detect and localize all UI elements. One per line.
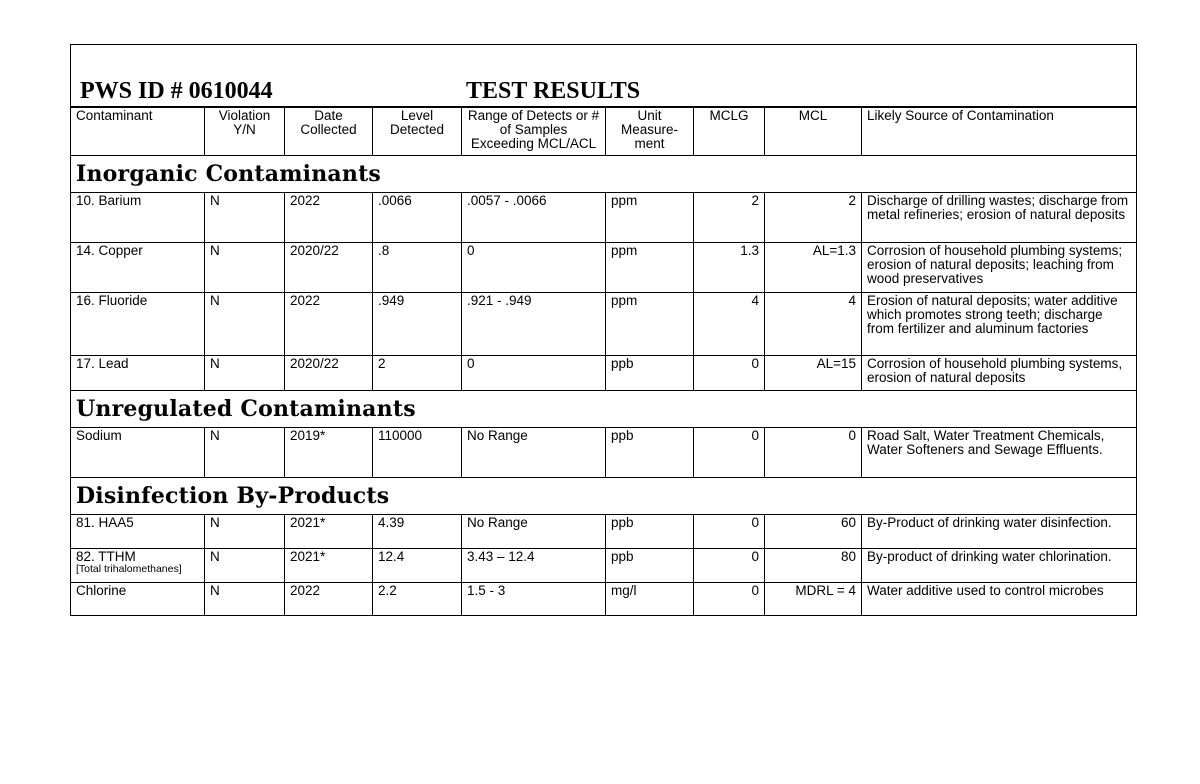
violation-cell: N — [205, 583, 285, 616]
header-source: Likely Source of Contamination — [862, 107, 1137, 156]
mcl-cell: 80 — [765, 549, 862, 583]
header-level: Level Detected — [373, 107, 462, 156]
mcl-cell: 60 — [765, 515, 862, 549]
level-cell: .8 — [373, 243, 462, 293]
header-mclg: MCLG — [694, 107, 765, 156]
contaminant-cell: 14. Copper — [71, 243, 205, 293]
header-row — [71, 107, 1137, 156]
header-mcl: MCL — [765, 107, 862, 156]
violation-cell: N — [205, 549, 285, 583]
level-cell: 110000 — [373, 428, 462, 478]
unit-cell: ppm — [606, 293, 694, 356]
unit-cell: ppb — [606, 428, 694, 478]
unit-cell: ppm — [606, 193, 694, 243]
source-cell: Corrosion of household plumbing systems; erosion of natural deposits; leaching from wood preservatives — [862, 243, 1137, 293]
source-cell: By-product of drinking water chlorination. — [862, 549, 1137, 583]
unit-cell: ppb — [606, 549, 694, 583]
date-cell: 2021* — [285, 549, 373, 583]
date-cell: 2019* — [285, 428, 373, 478]
source-cell: Erosion of natural deposits; water additive which promotes strong teeth; discharge from fertilizer and aluminum factories — [862, 293, 1137, 356]
mcl-cell: AL=15 — [765, 356, 862, 391]
section-title: Unregulated Contaminants — [71, 391, 1137, 428]
date-cell: 2020/22 — [285, 356, 373, 391]
header-contaminant: Contaminant — [71, 107, 205, 156]
mclg-cell: 0 — [694, 428, 765, 478]
mclg-cell: 0 — [694, 549, 765, 583]
table-row — [71, 356, 1137, 391]
header-date: Date Collected — [285, 107, 373, 156]
test-results-title: TEST RESULTS — [466, 78, 641, 104]
table-row — [71, 293, 1137, 356]
table-row — [71, 583, 1137, 616]
header-unit: Unit Measure-ment — [606, 107, 694, 156]
section-unregulated — [71, 391, 1137, 428]
range-cell: No Range — [462, 428, 606, 478]
contaminant-cell: 16. Fluoride — [71, 293, 205, 356]
test-results-table — [70, 44, 1137, 616]
date-cell: 2020/22 — [285, 243, 373, 293]
mcl-cell: 2 — [765, 193, 862, 243]
violation-cell: N — [205, 428, 285, 478]
table-row — [71, 428, 1137, 478]
section-title: Disinfection By-Products — [71, 478, 1137, 515]
mclg-cell: 4 — [694, 293, 765, 356]
level-cell: 4.39 — [373, 515, 462, 549]
date-cell: 2022 — [285, 293, 373, 356]
violation-cell: N — [205, 243, 285, 293]
range-cell: 0 — [462, 356, 606, 391]
contaminant-cell: 10. Barium — [71, 193, 205, 243]
source-cell: Discharge of drilling wastes; discharge from metal refineries; erosion of natural deposits — [862, 193, 1137, 243]
mclg-cell: 2 — [694, 193, 765, 243]
date-cell: 2022 — [285, 193, 373, 243]
source-cell: By-Product of drinking water disinfection. — [862, 515, 1137, 549]
table-row — [71, 193, 1137, 243]
title-row — [71, 45, 1137, 108]
contaminant-cell: 81. HAA5 — [71, 515, 205, 549]
range-cell: No Range — [462, 515, 606, 549]
contaminant-cell: 17. Lead — [71, 356, 205, 391]
level-cell: 12.4 — [373, 549, 462, 583]
source-cell: Corrosion of household plumbing systems, erosion of natural deposits — [862, 356, 1137, 391]
level-cell: .949 — [373, 293, 462, 356]
violation-cell: N — [205, 356, 285, 391]
unit-cell: ppb — [606, 356, 694, 391]
table-row — [71, 549, 1137, 583]
mclg-cell: 0 — [694, 356, 765, 391]
mclg-cell: 0 — [694, 515, 765, 549]
header-violation: Violation Y/N — [205, 107, 285, 156]
section-title: Inorganic Contaminants — [71, 156, 1137, 193]
range-cell: .921 - .949 — [462, 293, 606, 356]
violation-cell: N — [205, 293, 285, 356]
section-inorganic — [71, 156, 1137, 193]
unit-cell: ppm — [606, 243, 694, 293]
unit-cell: ppb — [606, 515, 694, 549]
range-cell: .0057 - .0066 — [462, 193, 606, 243]
source-cell: Road Salt, Water Treatment Chemicals, Water Softeners and Sewage Effluents. — [862, 428, 1137, 478]
level-cell: .0066 — [373, 193, 462, 243]
contaminant-note: [Total trihalomethanes] — [76, 563, 182, 575]
date-cell: 2022 — [285, 583, 373, 616]
contaminant-cell: Sodium — [71, 428, 205, 478]
mclg-cell: 1.3 — [694, 243, 765, 293]
contaminant-name: 82. TTHM — [76, 549, 136, 564]
mcl-cell: 4 — [765, 293, 862, 356]
range-cell: 0 — [462, 243, 606, 293]
unit-cell: mg/l — [606, 583, 694, 616]
date-cell: 2021* — [285, 515, 373, 549]
range-cell: 1.5 - 3 — [462, 583, 606, 616]
table-row — [71, 243, 1137, 293]
test-results-document — [70, 44, 1136, 616]
mcl-cell: 0 — [765, 428, 862, 478]
mcl-cell: MDRL = 4 — [765, 583, 862, 616]
violation-cell: N — [205, 193, 285, 243]
mcl-cell: AL=1.3 — [765, 243, 862, 293]
range-cell: 3.43 – 12.4 — [462, 549, 606, 583]
level-cell: 2.2 — [373, 583, 462, 616]
table-row — [71, 515, 1137, 549]
violation-cell: N — [205, 515, 285, 549]
pws-id-title: PWS ID # 0610044 — [80, 78, 273, 104]
contaminant-cell — [71, 549, 205, 583]
mclg-cell: 0 — [694, 583, 765, 616]
section-disinfection — [71, 478, 1137, 515]
contaminant-cell: Chlorine — [71, 583, 205, 616]
source-cell: Water additive used to control microbes — [862, 583, 1137, 616]
header-range: Range of Detects or # of Samples Exceeding MCL/ACL — [462, 107, 606, 156]
level-cell: 2 — [373, 356, 462, 391]
